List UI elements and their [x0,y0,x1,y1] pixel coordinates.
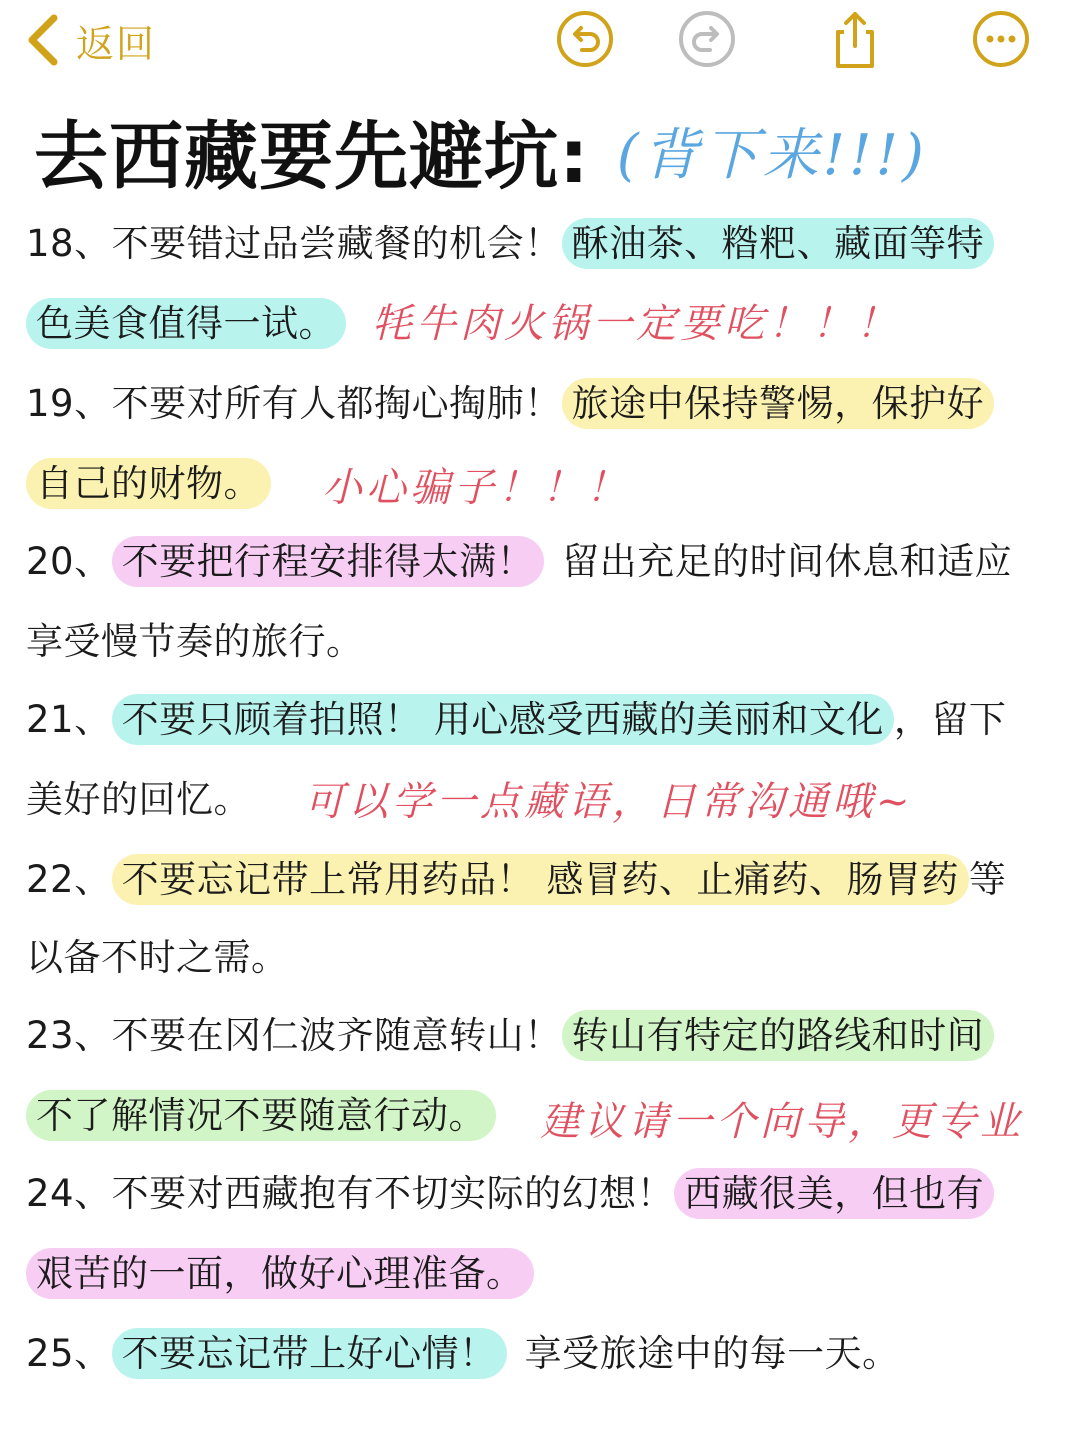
list-item-23-line1 [26,1006,994,1066]
item-text: 22、 [26,858,112,901]
list-item-22-line2 [26,928,289,988]
item-text: 20、 [26,540,112,583]
more-icon [970,8,1032,70]
list-item-20-line1 [26,532,1012,592]
undo-button[interactable] [554,8,616,70]
highlight-cyan: 酥油茶、糌粑、藏面等特 [562,218,995,269]
highlight-cyan: 色美食值得一试。 [26,298,346,349]
highlight-yellow: 旅途中保持警惕，保护好 [562,378,995,429]
list-item-21-line1 [26,690,1006,750]
handwritten-note: 牦牛肉火锅一定要吃！！！ [372,301,900,347]
undo-icon [554,8,616,70]
redo-icon [676,8,738,70]
redo-button[interactable] [676,8,738,70]
item-text: 留出充足的时间休息和适应 [562,540,1013,583]
title-handwritten-note: (背下来!!!) [616,123,928,188]
highlight-pink: 不要把行程安排得太满！ [112,536,545,587]
share-icon [824,8,886,70]
chevron-left-icon [22,12,66,68]
item-text: 享受旅途中的每一天。 [524,1332,900,1375]
item-text: 24、不要对西藏抱有不切实际的幻想！ [26,1172,675,1215]
back-button[interactable] [22,10,156,70]
item-text: 19、不要对所有人都掏心掏肺！ [26,382,562,425]
list-item-19-line1 [26,374,994,434]
highlight-yellow: 自己的财物。 [26,458,271,509]
item-text: 美好的回忆。 [26,778,251,821]
highlight-pink: 西藏很美，但也有 [674,1168,994,1219]
item-text: 18、不要错过品尝藏餐的机会！ [26,222,562,265]
item-text: 25、 [26,1332,112,1375]
list-item-18-line1 [26,214,994,274]
top-toolbar [0,0,1080,82]
highlight-pink: 艰苦的一面，做好心理准备。 [26,1248,534,1299]
item-text: 享受慢节奏的旅行。 [26,620,364,663]
highlight-green: 不了解情况不要随意行动。 [26,1090,496,1141]
page-title: 去西藏要先避坑: [34,114,590,200]
highlight-cyan: 不要忘记带上好心情！ [112,1328,507,1379]
handwritten-note: 小心骗子！！！ [322,465,630,511]
list-item-22-line1 [26,850,1006,910]
item-text: 以备不时之需。 [26,936,289,979]
highlight-cyan: 不要只顾着拍照！ 用心感受西藏的美丽和文化 [112,694,894,745]
item-text: ，留下 [893,698,1007,741]
highlight-green: 转山有特定的路线和时间 [562,1010,995,1061]
item-text: 21、 [26,698,112,741]
highlight-yellow: 不要忘记带上常用药品！ 感冒药、止痛药、肠胃药 [112,854,969,905]
back-label: 返回 [76,21,157,66]
list-item-24-line1 [26,1164,994,1224]
list-item-21-line2 [26,770,251,830]
list-item-25-line1 [26,1324,900,1384]
list-item-24-line2 [26,1244,534,1304]
item-text: 等 [968,858,1007,901]
list-item-19-line2 [26,454,271,514]
title-row [34,98,1064,198]
share-button[interactable] [824,8,886,70]
handwritten-note: 可以学一点藏语，日常沟通哦~ [304,779,914,825]
item-text: 23、不要在冈仁波齐随意转山！ [26,1014,562,1057]
list-item-20-line2 [26,612,364,672]
more-button[interactable] [970,8,1032,70]
handwritten-note: 建议请一个向导，更专业 [540,1099,1024,1145]
list-item-18-line2 [26,294,346,354]
list-item-23-line2 [26,1086,496,1146]
